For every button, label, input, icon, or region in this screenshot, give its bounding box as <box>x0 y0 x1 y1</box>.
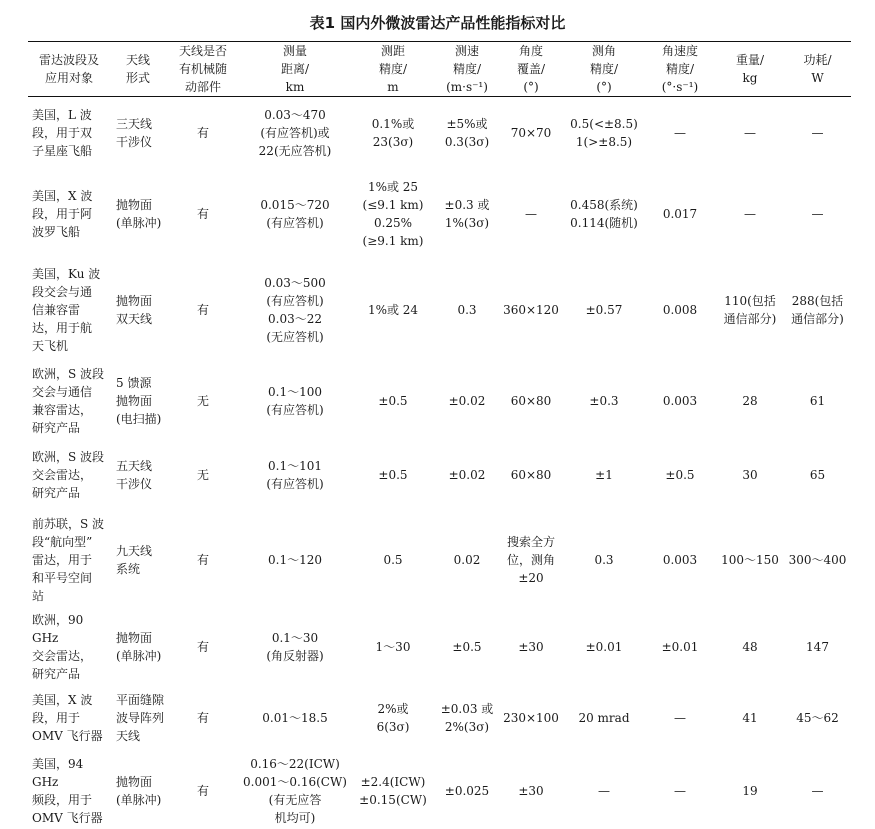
table-cell: 147 <box>806 639 829 654</box>
radar-comparison-table <box>28 41 851 829</box>
table-cell: — <box>744 206 756 221</box>
table-cell: 0.1～30 (角反射器) <box>266 630 324 663</box>
table-cell: 有 <box>196 639 209 654</box>
table-row <box>28 259 851 361</box>
table-row <box>28 361 851 441</box>
table-cell: 美国，94 GHz 频段，用于 OMV 飞行器 <box>32 756 103 825</box>
header-mechanical-parts: 天线是否 有机械随 动部件 <box>166 42 240 97</box>
table-cell: 美国，X 波 段，用于阿 波罗飞船 <box>32 188 93 239</box>
table-cell: 0.02 <box>453 552 481 567</box>
table-cell: 0.017 <box>662 206 698 221</box>
table-cell: ±1 <box>595 467 613 482</box>
header-row <box>28 42 851 97</box>
table-cell: ±30 <box>518 639 544 654</box>
header-power: 功耗/ W <box>784 42 851 97</box>
table-cell: 19 <box>742 783 758 798</box>
table-cell: ±0.5 <box>452 639 482 654</box>
table-cell: 60×80 <box>510 393 552 408</box>
table-cell: 230×100 <box>503 710 559 725</box>
table-cell: 0.003 <box>662 552 698 567</box>
table-cell: 0.458(系统) 0.114(随机) <box>570 197 638 230</box>
header-angle-accuracy: 测角 精度/ (°) <box>564 42 644 97</box>
header-range-accuracy: 测距 精度/ m <box>350 42 436 97</box>
table-title: 表1 国内外微波雷达产品性能指标对比 <box>309 14 566 32</box>
table-cell: 5 馈源 抛物面 (电扫描) <box>116 375 162 426</box>
table-cell: — <box>811 206 824 221</box>
table-cell: 0.5(<±8.5) 1(>±8.5) <box>570 116 638 149</box>
table-cell: 0.1%或 23(3σ) <box>371 116 415 149</box>
table-cell: 0.1～120 <box>268 552 322 567</box>
table-cell: 0.16～22(ICW) 0.001～0.16(CW) (有无应答 机均可) <box>243 756 347 825</box>
table-cell: 0.3 <box>594 552 614 567</box>
table-cell: ±0.01 <box>661 639 699 654</box>
table-row <box>28 97 851 169</box>
table-cell: ±5%或 0.3(3σ) <box>444 116 490 149</box>
table-cell: 美国，X 波 段，用于 OMV 飞行器 <box>32 692 103 743</box>
table-row <box>28 509 851 611</box>
table-cell: 有 <box>196 206 209 221</box>
table-row <box>28 611 851 683</box>
table-cell: 28 <box>742 393 758 408</box>
table-cell: 0.003 <box>662 393 698 408</box>
table-cell: 0.1～101 (有应答机) <box>266 458 324 491</box>
table-cell: 0.015～720 (有应答机) <box>260 197 330 230</box>
table-cell: — <box>674 710 686 725</box>
table-cell: ±30 <box>518 783 544 798</box>
table-cell: 0.01～18.5 <box>262 710 328 725</box>
table-cell: ±0.57 <box>585 302 623 317</box>
table-row <box>28 169 851 259</box>
table-cell: 有 <box>196 125 209 140</box>
table-cell: 45～62 <box>796 710 839 725</box>
table-cell: 300～400 <box>788 552 847 567</box>
table-cell: ±0.02 <box>448 467 486 482</box>
table-body <box>28 97 851 829</box>
table-cell: ±0.02 <box>448 393 486 408</box>
table-cell: 65 <box>809 467 826 482</box>
table-cell: 100～150 <box>721 552 779 567</box>
table-cell: 搜索全方 位，测角 ±20 <box>506 534 555 585</box>
table-cell: 0.3 <box>457 302 477 317</box>
table-cell: 0.5 <box>383 552 403 567</box>
table-cell: 1～30 <box>375 639 411 654</box>
table-cell: 欧洲，S 波段 交会与通信 兼容雷达， 研究产品 <box>32 366 105 435</box>
table-row <box>28 753 851 829</box>
header-antenna-type: 天线 形式 <box>110 42 166 97</box>
table-cell: 41 <box>742 710 758 725</box>
table-cell: ±0.03 或 2%(3σ) <box>440 701 494 734</box>
table-cell: 三天线 干涉仪 <box>116 116 153 149</box>
header-angle-coverage: 角度 覆盖/ (°) <box>498 42 564 97</box>
table-cell: 20 mrad <box>578 710 630 725</box>
table-cell: — <box>674 125 686 140</box>
table-cell: 60×80 <box>510 467 552 482</box>
table-cell: — <box>811 125 824 140</box>
table-cell: 欧洲，90 GHz 交会雷达， 研究产品 <box>32 612 93 681</box>
table-cell: 有 <box>196 783 209 798</box>
table-cell: 抛物面 双天线 <box>116 293 153 326</box>
table-cell: 抛物面 (单脉冲) <box>116 774 162 807</box>
table-cell: 288(包括 通信部分) <box>791 293 844 326</box>
table-cell: 61 <box>809 393 826 408</box>
table-cell: 有 <box>196 710 209 725</box>
table-cell: ±0.5 <box>665 467 695 482</box>
table-cell: ±0.3 或 1%(3σ) <box>444 197 490 230</box>
table-cell: 2%或 6(3σ) <box>376 701 410 734</box>
table-row <box>28 441 851 509</box>
table-cell: 五天线 干涉仪 <box>116 458 153 491</box>
table-cell: — <box>598 783 610 798</box>
table-cell: ±0.3 <box>589 393 619 408</box>
table-cell: 0.03～470 (有应答机)或 22(无应答机) <box>258 107 332 158</box>
table-cell: — <box>525 206 537 221</box>
table-cell: 无 <box>196 393 209 408</box>
table-cell: 70×70 <box>510 125 552 140</box>
table-cell: ±0.01 <box>585 639 623 654</box>
table-cell: 1%或 24 <box>367 302 419 317</box>
table-cell: 30 <box>742 467 758 482</box>
table-cell: 抛物面 (单脉冲) <box>116 630 162 663</box>
table-cell: ±0.025 <box>444 783 490 798</box>
header-band-application: 雷达波段及 应用对象 <box>28 42 110 97</box>
table-cell: 美国，Ku 波 段交会与通 信兼容雷 达，用于航 天飞机 <box>32 266 101 353</box>
table-cell: ±0.5 <box>378 467 408 482</box>
table-row <box>28 683 851 753</box>
table-cell: 1%或 25 (≤9.1 km) 0.25% (≥9.1 km) <box>362 179 424 248</box>
table-cell: 抛物面 (单脉冲) <box>116 197 162 230</box>
table-cell: 美国，L 波 段，用于双 子星座飞船 <box>32 107 93 158</box>
table-cell: 360×120 <box>503 302 559 317</box>
table-cell: 0.008 <box>662 302 698 317</box>
table-cell: 0.1～100 (有应答机) <box>266 384 324 417</box>
table-cell: 九天线 系统 <box>116 543 153 576</box>
header-velocity-accuracy: 测速 精度/ (m·s⁻¹) <box>436 42 498 97</box>
table-cell: 欧洲，S 波段 交会雷达， 研究产品 <box>32 449 105 500</box>
table-cell: 0.03～500 (有应答机) 0.03～22 (无应答机) <box>264 275 326 344</box>
header-range: 测量 距离/ km <box>240 42 350 97</box>
table-cell: 有 <box>196 552 209 567</box>
table-cell: — <box>744 125 756 140</box>
table-cell: 前苏联，S 波 段“航向型” 雷达，用于 和平号空间 站 <box>32 516 105 603</box>
table-cell: — <box>811 783 824 798</box>
table-cell: 无 <box>196 467 209 482</box>
table-cell: ±2.4(ICW) ±0.15(CW) <box>359 774 427 807</box>
table-cell: ±0.5 <box>378 393 408 408</box>
table-cell: 48 <box>742 639 758 654</box>
table-cell: — <box>674 783 686 798</box>
table-cell: 有 <box>196 302 209 317</box>
header-angular-rate-accuracy: 角速度 精度/ (°·s⁻¹) <box>644 42 716 97</box>
table-cell: 平面缝隙 波导阵列 天线 <box>116 692 165 743</box>
table-cell: 110(包括 通信部分) <box>723 293 777 326</box>
header-weight: 重量/ kg <box>716 42 784 97</box>
